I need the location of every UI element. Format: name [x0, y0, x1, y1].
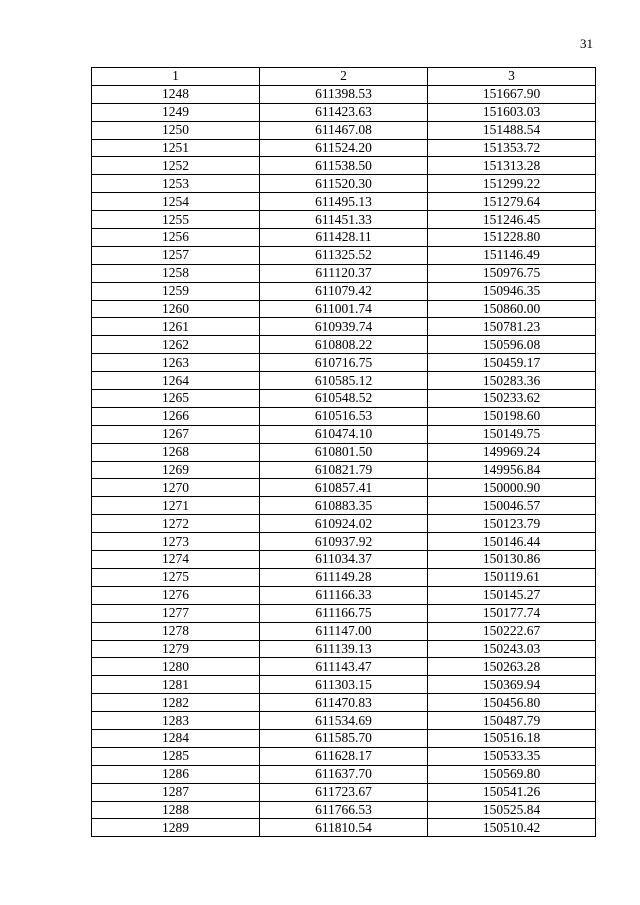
y-coordinate-cell: 150781.23	[428, 318, 596, 336]
y-coordinate-cell: 150533.35	[428, 747, 596, 765]
x-coordinate-cell: 610939.74	[260, 318, 428, 336]
x-coordinate-cell: 611398.53	[260, 85, 428, 103]
table-row	[92, 747, 596, 765]
x-coordinate-cell: 610474.10	[260, 425, 428, 443]
y-coordinate-cell: 150000.90	[428, 479, 596, 497]
y-coordinate-cell: 151246.45	[428, 211, 596, 229]
y-coordinate-cell: 150516.18	[428, 729, 596, 747]
y-coordinate-cell: 150046.57	[428, 497, 596, 515]
table-row	[92, 694, 596, 712]
table-row	[92, 246, 596, 264]
y-coordinate-cell: 151313.28	[428, 157, 596, 175]
y-coordinate-cell: 150487.79	[428, 712, 596, 730]
y-coordinate-cell: 150130.86	[428, 551, 596, 569]
table-row	[92, 211, 596, 229]
table-row	[92, 103, 596, 121]
y-coordinate-cell: 151667.90	[428, 85, 596, 103]
y-coordinate-cell: 150459.17	[428, 354, 596, 372]
point-number-cell: 1277	[92, 604, 260, 622]
x-coordinate-cell: 610924.02	[260, 515, 428, 533]
point-number-cell: 1288	[92, 801, 260, 819]
x-coordinate-cell: 610716.75	[260, 354, 428, 372]
point-number-cell: 1273	[92, 533, 260, 551]
table-row	[92, 515, 596, 533]
x-coordinate-cell: 611628.17	[260, 747, 428, 765]
table-row	[92, 604, 596, 622]
point-number-cell: 1278	[92, 622, 260, 640]
y-coordinate-cell: 149969.24	[428, 443, 596, 461]
point-number-cell: 1260	[92, 300, 260, 318]
table-row	[92, 264, 596, 282]
point-number-cell: 1256	[92, 229, 260, 247]
table-row	[92, 783, 596, 801]
x-coordinate-cell: 611120.37	[260, 264, 428, 282]
x-coordinate-cell: 611423.63	[260, 103, 428, 121]
table-row	[92, 282, 596, 300]
table-row	[92, 193, 596, 211]
point-number-cell: 1285	[92, 747, 260, 765]
y-coordinate-cell: 151299.22	[428, 175, 596, 193]
y-coordinate-cell: 149956.84	[428, 461, 596, 479]
table-row	[92, 157, 596, 175]
y-coordinate-cell: 150177.74	[428, 604, 596, 622]
y-coordinate-cell: 150145.27	[428, 586, 596, 604]
x-coordinate-cell: 611166.75	[260, 604, 428, 622]
x-coordinate-cell: 611147.00	[260, 622, 428, 640]
y-coordinate-cell: 151146.49	[428, 246, 596, 264]
x-coordinate-cell: 611467.08	[260, 121, 428, 139]
table-row	[92, 390, 596, 408]
table-row	[92, 497, 596, 515]
point-number-cell: 1267	[92, 425, 260, 443]
point-number-cell: 1249	[92, 103, 260, 121]
point-number-cell: 1259	[92, 282, 260, 300]
coordinates-table	[91, 67, 596, 837]
table-row	[92, 336, 596, 354]
y-coordinate-cell: 151488.54	[428, 121, 596, 139]
x-coordinate-cell: 610516.53	[260, 407, 428, 425]
y-coordinate-cell: 151353.72	[428, 139, 596, 157]
x-coordinate-cell: 610801.50	[260, 443, 428, 461]
y-coordinate-cell: 150222.67	[428, 622, 596, 640]
x-coordinate-cell: 611585.70	[260, 729, 428, 747]
x-coordinate-cell: 611766.53	[260, 801, 428, 819]
table-row	[92, 443, 596, 461]
table-row	[92, 175, 596, 193]
column-header-2: 2	[260, 68, 428, 86]
y-coordinate-cell: 150976.75	[428, 264, 596, 282]
point-number-cell: 1254	[92, 193, 260, 211]
point-number-cell: 1261	[92, 318, 260, 336]
table-row	[92, 712, 596, 730]
y-coordinate-cell: 150510.42	[428, 819, 596, 837]
table-row	[92, 676, 596, 694]
point-number-cell: 1274	[92, 551, 260, 569]
x-coordinate-cell: 611143.47	[260, 658, 428, 676]
y-coordinate-cell: 150243.03	[428, 640, 596, 658]
x-coordinate-cell: 610821.79	[260, 461, 428, 479]
table-row	[92, 139, 596, 157]
y-coordinate-cell: 150946.35	[428, 282, 596, 300]
point-number-cell: 1251	[92, 139, 260, 157]
point-number-cell: 1272	[92, 515, 260, 533]
x-coordinate-cell: 610548.52	[260, 390, 428, 408]
table-row	[92, 819, 596, 837]
x-coordinate-cell: 610937.92	[260, 533, 428, 551]
table-row	[92, 372, 596, 390]
x-coordinate-cell: 610857.41	[260, 479, 428, 497]
x-coordinate-cell: 611524.20	[260, 139, 428, 157]
table-row	[92, 354, 596, 372]
table-row	[92, 300, 596, 318]
table-row	[92, 551, 596, 569]
point-number-cell: 1270	[92, 479, 260, 497]
page-number: 31	[580, 36, 593, 51]
x-coordinate-cell: 611166.33	[260, 586, 428, 604]
table-row	[92, 85, 596, 103]
table-row	[92, 568, 596, 586]
point-number-cell: 1275	[92, 568, 260, 586]
point-number-cell: 1271	[92, 497, 260, 515]
x-coordinate-cell: 611470.83	[260, 694, 428, 712]
point-number-cell: 1282	[92, 694, 260, 712]
x-coordinate-cell: 611139.13	[260, 640, 428, 658]
y-coordinate-cell: 150456.80	[428, 694, 596, 712]
point-number-cell: 1263	[92, 354, 260, 372]
table-row	[92, 533, 596, 551]
y-coordinate-cell: 151603.03	[428, 103, 596, 121]
x-coordinate-cell: 611034.37	[260, 551, 428, 569]
x-coordinate-cell: 611451.33	[260, 211, 428, 229]
table-header-row	[92, 68, 596, 86]
table-body	[92, 85, 596, 836]
y-coordinate-cell: 150149.75	[428, 425, 596, 443]
y-coordinate-cell: 150198.60	[428, 407, 596, 425]
x-coordinate-cell: 611079.42	[260, 282, 428, 300]
table-row	[92, 425, 596, 443]
x-coordinate-cell: 611428.11	[260, 229, 428, 247]
x-coordinate-cell: 611520.30	[260, 175, 428, 193]
y-coordinate-cell: 150263.28	[428, 658, 596, 676]
x-coordinate-cell: 611001.74	[260, 300, 428, 318]
y-coordinate-cell: 150860.00	[428, 300, 596, 318]
x-coordinate-cell: 610585.12	[260, 372, 428, 390]
point-number-cell: 1262	[92, 336, 260, 354]
x-coordinate-cell: 611538.50	[260, 157, 428, 175]
point-number-cell: 1250	[92, 121, 260, 139]
point-number-cell: 1287	[92, 783, 260, 801]
x-coordinate-cell: 611534.69	[260, 712, 428, 730]
point-number-cell: 1276	[92, 586, 260, 604]
y-coordinate-cell: 150233.62	[428, 390, 596, 408]
table-row	[92, 801, 596, 819]
point-number-cell: 1257	[92, 246, 260, 264]
point-number-cell: 1252	[92, 157, 260, 175]
y-coordinate-cell: 150596.08	[428, 336, 596, 354]
point-number-cell: 1264	[92, 372, 260, 390]
y-coordinate-cell: 150525.84	[428, 801, 596, 819]
x-coordinate-cell: 611149.28	[260, 568, 428, 586]
point-number-cell: 1258	[92, 264, 260, 282]
table-row	[92, 407, 596, 425]
point-number-cell: 1265	[92, 390, 260, 408]
point-number-cell: 1286	[92, 765, 260, 783]
table-row	[92, 461, 596, 479]
point-number-cell: 1289	[92, 819, 260, 837]
point-number-cell: 1283	[92, 712, 260, 730]
table-row	[92, 729, 596, 747]
point-number-cell: 1280	[92, 658, 260, 676]
y-coordinate-cell: 150369.94	[428, 676, 596, 694]
table-row	[92, 765, 596, 783]
point-number-cell: 1269	[92, 461, 260, 479]
y-coordinate-cell: 150541.26	[428, 783, 596, 801]
y-coordinate-cell: 151279.64	[428, 193, 596, 211]
table-row	[92, 658, 596, 676]
x-coordinate-cell: 610883.35	[260, 497, 428, 515]
point-number-cell: 1279	[92, 640, 260, 658]
x-coordinate-cell: 611810.54	[260, 819, 428, 837]
point-number-cell: 1248	[92, 85, 260, 103]
x-coordinate-cell: 610808.22	[260, 336, 428, 354]
x-coordinate-cell: 611495.13	[260, 193, 428, 211]
table-row	[92, 121, 596, 139]
x-coordinate-cell: 611303.15	[260, 676, 428, 694]
table-row	[92, 586, 596, 604]
point-number-cell: 1268	[92, 443, 260, 461]
y-coordinate-cell: 150146.44	[428, 533, 596, 551]
table-row	[92, 622, 596, 640]
y-coordinate-cell: 150569.80	[428, 765, 596, 783]
table-row	[92, 479, 596, 497]
y-coordinate-cell: 151228.80	[428, 229, 596, 247]
y-coordinate-cell: 150119.61	[428, 568, 596, 586]
x-coordinate-cell: 611723.67	[260, 783, 428, 801]
point-number-cell: 1266	[92, 407, 260, 425]
column-header-3: 3	[428, 68, 596, 86]
point-number-cell: 1281	[92, 676, 260, 694]
table-row	[92, 229, 596, 247]
table-row	[92, 640, 596, 658]
point-number-cell: 1253	[92, 175, 260, 193]
x-coordinate-cell: 611637.70	[260, 765, 428, 783]
y-coordinate-cell: 150123.79	[428, 515, 596, 533]
column-header-1: 1	[92, 68, 260, 86]
x-coordinate-cell: 611325.52	[260, 246, 428, 264]
y-coordinate-cell: 150283.36	[428, 372, 596, 390]
table-row	[92, 318, 596, 336]
point-number-cell: 1284	[92, 729, 260, 747]
point-number-cell: 1255	[92, 211, 260, 229]
